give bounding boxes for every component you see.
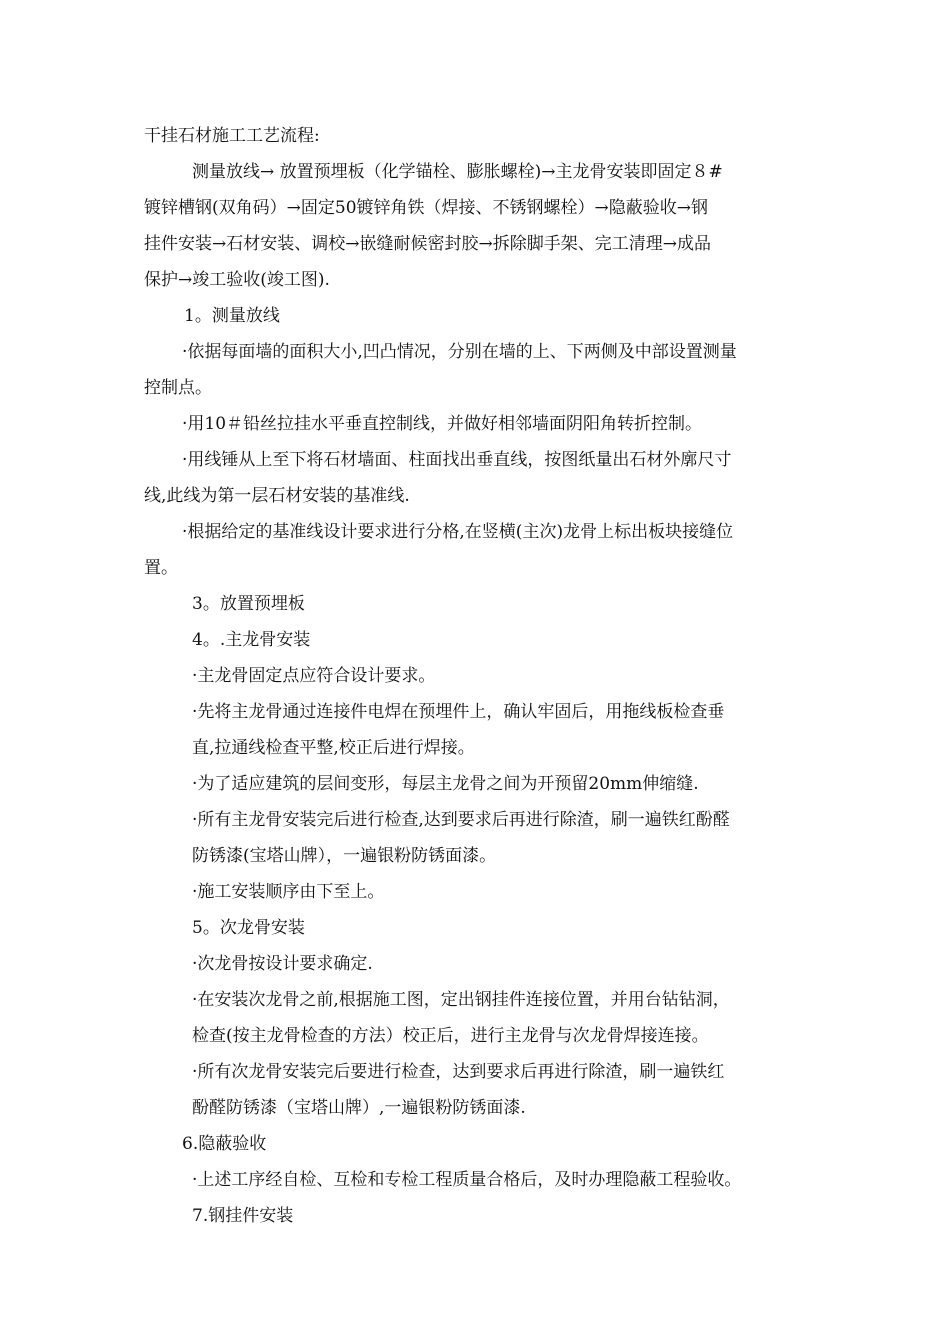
section-6-heading: 6.隐蔽验收 (182, 1134, 267, 1154)
s4-item-3-line-1: ·为了适应建筑的层间变形，每层主龙骨之间为开预留20mm伸缩缝. (192, 774, 699, 794)
s5-item-3-line-2: 酚醛防锈漆（宝塔山牌）,一遍银粉防锈面漆. (192, 1098, 526, 1118)
s1-item-1-line-2: 控制点。 (144, 378, 212, 398)
flow-line-4: 保护→竣工验收(竣工图). (144, 270, 330, 290)
s1-item-4-line-1: ·根据给定的基准线设计要求进行分格,在竖横(主次)龙骨上标出板块接缝位 (182, 522, 734, 542)
section-5-items (144, 946, 808, 1126)
section-3-heading: 3。放置预埋板 (192, 594, 305, 614)
section-1-items (144, 334, 808, 586)
s5-item-2-line-2: 检查(按主龙骨检查的方法）校正后，进行主龙骨与次龙骨焊接连接。 (192, 1026, 709, 1046)
section-4-heading: 4。.主龙骨安装 (192, 630, 311, 650)
section-1-heading: 1。测量放线 (184, 306, 280, 326)
s5-item-1-line-1: ·次龙骨按设计要求确定. (192, 954, 373, 974)
section-5-heading: 5。次龙骨安装 (192, 918, 305, 938)
s1-item-1-line-1: ·依据每面墙的面积大小,凹凸情况，分别在墙的上、下两侧及中部设置测量 (182, 342, 737, 362)
s4-item-1-line-1: ·主龙骨固定点应符合设计要求。 (192, 666, 436, 686)
s4-item-4-line-1: ·所有主龙骨安装完后进行检查,达到要求后再进行除渣，刷一遍铁红酚醛 (192, 810, 730, 830)
s4-item-2-line-2: 直,拉通线检查平整,校正后进行焊接。 (192, 738, 475, 758)
s1-item-4-line-2: 置。 (144, 558, 178, 578)
flow-line-2: 镀锌槽钢(双角码）→固定50镀锌角铁（焊接、不锈钢螺栓）→隐蔽验收→钢 (144, 198, 708, 218)
process-flow (144, 154, 808, 298)
s4-item-4-line-2: 防锈漆(宝塔山牌），一遍银粉防锈面漆。 (192, 846, 497, 866)
section-7-heading: 7.钢挂件安装 (192, 1206, 294, 1226)
s1-item-3-line-1: ·用线锤从上至下将石材墙面、柱面找出垂直线，按图纸量出石材外廓尺寸 (182, 450, 732, 470)
section-4-items (144, 658, 808, 910)
s5-item-3-line-1: ·所有次龙骨安装完后要进行检查，达到要求后再进行除渣，刷一遍铁红 (192, 1062, 725, 1082)
s1-item-3-line-2: 线,此线为第一层石材安装的基准线. (144, 486, 410, 506)
s6-item-1-line-1: ·上述工序经自检、互检和专检工程质量合格后，及时办理隐蔽工程验收。 (192, 1170, 742, 1190)
flow-line-3: 挂件安装→石材安装、调校→嵌缝耐候密封胶→拆除脚手架、完工清理→成品 (144, 234, 711, 254)
flow-line-1: 测量放线→ 放置预埋板（化学锚栓、膨胀螺栓)→主龙骨安装即固定８# (192, 162, 723, 182)
document-body (144, 122, 808, 1234)
s5-item-2-line-1: ·在安装次龙骨之前,根据施工图，定出钢挂件连接位置，并用台钻钻洞， (192, 990, 730, 1010)
s4-item-5-line-1: ·施工安装顺序由下至上。 (192, 882, 385, 902)
s1-item-2-line-1: ·用10＃铅丝拉挂水平垂直控制线，并做好相邻墙面阴阳角转折控制。 (182, 414, 703, 434)
document-title: 干挂石材施工工艺流程: (144, 126, 320, 146)
s4-item-2-line-1: ·先将主龙骨通过连接件电焊在预埋件上，确认牢固后，用拖线板检查垂 (192, 702, 725, 722)
